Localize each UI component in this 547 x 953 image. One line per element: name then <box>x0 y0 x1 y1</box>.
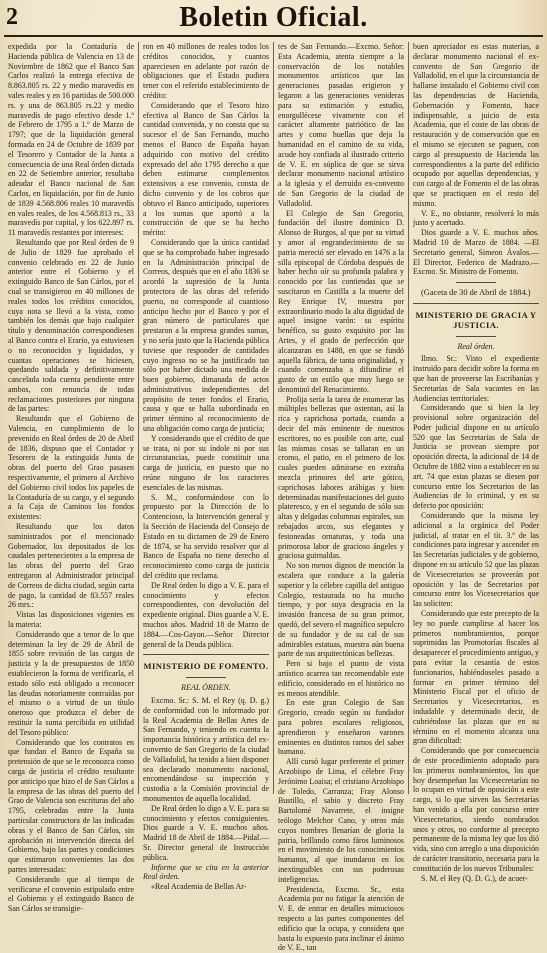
paragraph: De Real órden lo digo a V. E. para su conocimiento y efectos consiguientes. Dios guarde a V. E. muchos años. Madrid 18 de Abril de 1884.—Pidal.—Sr. Director general de Instrucción pública. <box>143 803 269 862</box>
paragraph: Considerando que el Tesoro hizo efectiva al Banco de San Cárlos la cantidad convenida, y no consta que su sucesor el de San Fernando, mucho menos el Banco de España hayan adquirido con motivo del crédito expresado del año 1795 derecho a que deben estimarse complementos extensivos a ese convenio, consta de dicho convenio y de los cobros que obtuvo el Banco anticipado, superiores a los sumas que aportó a la construcción de que se ha hecho mérito: <box>143 100 269 238</box>
paragraph: El Colegio de San Gregorio, fundación del ilustre dominico D. Alonso de Burgos, al que por su virtud y amor al engrandecimiento de su patria mereció ser elevado en 1476 a la silla episcopal de Córdoba después de haber hecho oír su profunda palabra y conocido por las contiendas que se suscitaron en Castilla a la muerte del Rey Enrique IV, muestra por extraordinario modo la alta dignidad de aquel insigne varón: su espíritu benéfico, su gusto exquisito por las Artes, y el grado de perfección que alcanzaran en 1488, en que se fundó aquella fábrica, de tanta originalidad, y cuando comenzaba a difundirse el gusto de un estilo que muy luego se denominó del Renacimiento. <box>278 208 404 394</box>
paragraph: Dios guarde a V. E. muchos años. Madrid 10 de Marzo de 1884. —El Secretario general, Simeon Ávalos.—El Director, Federico de Madrazo.—Excmo. Sr. Ministro de Fomento. <box>413 228 539 277</box>
section-divider <box>143 654 269 655</box>
paragraph: Considerando que por consecuencia de este procedimiento adoptado para los primeros nombramientos, los que hoy desempeñan las Vicesecretarías no lo ocupan en virtud de oposición a este cargo, si lo que sirven las Secretarías han venido a ella por concurso entre Vicesecretarios, siendo nombrados unos y otros, no conforme al precepto permanente de la misma ley que los dió vida, sino con arreglo a una disposición de carácter transitorio, necesaria para la constitución de los nuevos Tribunales: <box>413 746 539 873</box>
newspaper-title: Boletin Oficial. <box>179 2 368 33</box>
paragraph: buen apreciador en estas materias, a declarar monumento nacional el ex-convento de San Gregorio de Valladolid, en el que la circunstancia de hallarse instalado el Gobierno civil con las dependencias de Hacienda, Gobernación y Fomento, hace indispensable, a juicio de esta Academia, que el coste de las obras de restauración y de conservación que en el mismo se ejecuten se paguen, con cargo al presupuesto de Hacienda las correspondientes a la parte del edificio ocupado por aquellas dependencias, y con cargo al de Fomento el de las obras que se practiquen en el resto del mismo. <box>413 42 539 208</box>
page-header <box>0 0 547 40</box>
paragraph: No son menos dignos de mención la escalera que conduce a la galería superior y la célebre capilla del antiguo Colegio, restaurada no ha mucho tiempo, y por suya desgracia en la invasión francesa de su gran primor, quedó, del severo el magnífico sepulcro de su fundador y de su cal de sus admirables estatuas, muestra aún buena parte de sus arquitectónicas bellezas. <box>278 561 404 659</box>
paragraph: En este gran Colegio de San Gregorio, creado según su fundador para pobres escolares religiosos, aprendieron y enseñaron varones eminentes en distintos ramos del saber humano. <box>278 698 404 757</box>
section-heading-fomento: MINISTERIO DE FOMENTO. <box>143 661 269 672</box>
column-1 <box>8 42 134 914</box>
paragraph: De Real órden lo digo a V. E. para el conocimiento y efectos correspondientes, con devolución del expediente original. Dios guarde a V. E. muchos años. Madrid 18 de Marzo de 1884.—Cos-Gayon.—Señor Director general de la Deuda pública. <box>143 580 269 649</box>
section-heading-gracia-justicia: MINISTERIO DE GRACIA Y JUSTICIA. <box>415 309 537 330</box>
gaceta-reference: (Gaceta de 30 de Abril de 1884.) <box>421 288 531 298</box>
column-4 <box>413 42 539 883</box>
paragraph: Considerando que los contratos en que fundan el Banco de España su pretensión de que se le reconozca como carga de justicia el crédito resultante por anticipo que hizo el de San Cárlos a la empresa de las obras del puerto del Grao de Valencia son escrituras del año 1795, celebradas entre la Junta particular constructora de las indicadas obras y el Banco de San Cárlos, sin aprobación ni intervención directa del Gobierno, bajo las partes y condiciones que estimaron convenientes las dos partes interesadas: <box>8 737 134 874</box>
short-divider <box>186 677 226 678</box>
paragraph: Y considerando que el crédito de que se trata, ni por su índole ni por sus circunstancias, puede constituir una carga de justicia, en puesto que no reúne ninguno de los caracteres esenciales de las mismas. <box>143 433 269 492</box>
column-3 <box>278 42 404 953</box>
paragraph: expedida por la Contaduría de Hacienda pública de Valencia en 13 de Noviembre de 1862 que el Banco San Carlos realizó la entrega efectiva de 8.863.805 rs. 22 y medio maravedís en vales reales y en 16 partidas de 500.000 rs. y una de 863.805 rs.22 y medio maravedís de pago efectivo desde 1.º de Febrero de 1795 a 1.º de Marzo de 1797; que de la liquidación general formada en 24 de Octubre de 1839 por el Tesorero y Contador de la Junta a consecuencia de una Real órden dictada en 22 de Setiembre anterior, resultaba adeudar el Banco nacional de San Carlos, en liquidación, por fin de Junio de 1839 4.568.806 reales 10 maravedís en vales reales, de los 4.568.813 rs., 33 maravedís por capital, y los 622.897 rs. 11 maravedís restantes por intereses: <box>8 42 134 238</box>
paragraph: tes de San Fernando.—Excmo. Señor: Esta Academia, atenta siempre a la conservación de los notables monumentos artísticos que las generaciones pasadas erigieron y legaron a las generaciones venideras para su estimación y estudio, enorgullécese vivamente con el carácter altamente patriótico de las artes y como huellas que deja la humanidad en el camino de su vida, acude hoy confiada al ilustrado criterio de V. E. en súplica de que se sirva declarar monumento nacional artístico a la iglesia y el derruido ex-convento de San Gregorio de la ciudad de Valladolid. <box>278 42 404 208</box>
paragraph: S. M. el Rey (Q. D. G.), de acuer- <box>421 873 528 883</box>
paragraph: ron en 40 millones de reales todos los créditos conocidos, y cuantos apareciesen en adelante por razón de obligaciones que el Estado pudiera tener con el referido establecimiento de crédito: <box>143 42 269 100</box>
subsection-heading: Real órden. <box>457 341 495 351</box>
column-divider <box>138 42 139 794</box>
column-divider <box>408 42 409 794</box>
paragraph: Prolija sería la tarea de enumerar las múltiples bellezas que ostentan, así la rica y caprichosa portada, cuando a decir del más eminente de nuestros escritores, no es posible con arte, cual las mismas cosas se tallaran en un cromo, el patio, en el primero de los cuales pueden admirarse en extraña mezcla primores del arte gótico, caprichosas labores arábigas y bien determinadas manifestaciones del gusto plateresco, y en el segundo de sólo sus altas y delgadas columnas espirales, sus rebajados arcos, sus elegantes y festoneadas ornaturas, y toda una primorosa labor de gracioso ángeles y graciosa guirnaldas. <box>278 394 404 561</box>
paragraph: Ilmo. Sr.: Visto el expediente instruido para decidir sobre la forma en que han de proveerse las Escribanías y Secretarías de Sala vacantes en las Audiencias territoriales: <box>413 354 539 403</box>
paragraph: Pero si bajo el punto de vista artístico acarrea tan recomendable este edificio, considerado en el histórico no es menos atendible. <box>278 659 404 698</box>
header-divider <box>4 35 543 37</box>
paragraph: Considerando que a tenor de lo que determinan la ley de 29 de Abril de 1855 sobre revisión de las cargas de justicia y la de presupuestos de 1850 establecieron la forma de verificarla, el estado sólo está obligado a reconocer las deudas notoriamente contraídas por el mismo o a virtud de un título oneroso que produzca el deber de restituir la suma percibida en utilidad del Tesoro público: <box>8 629 134 737</box>
paragraph: Considerando que al tiempo de verificarse el convenio estipulado entre el Gobierno y el extinguido Banco de San Cárlos se transigie- <box>8 874 134 914</box>
paragraph-caption: Informe que se cita en la anterior Real órden. <box>143 862 269 882</box>
paragraph: S. M., conformándose con lo propuesto por la Dirección de lo Contencioso, la Intervención general y la Sección de Hacienda del Consejo de Estado en su dictamen de 29 de Enero de 1874, se ha servido resolver que al Banco de España no tiene derecho al reconocimiento como carga de justicia del crédito que reclama. <box>143 492 269 581</box>
column-divider <box>273 42 274 794</box>
section-divider <box>413 303 539 304</box>
paragraph: Vistas las disposiciones vigentes en la materia: <box>8 610 134 630</box>
paragraph: Excmo. Sr.: S. M. el Rey (q. D. g.) de conformidad con lo informado por la Real Academia de Bellas Artes de San Fernando, y teniendo en cuenta la importancia histórica y artística del ex-convento de San Gregorio de la ciudad de Valladolid, ha tenido a bien disponer sea declarado monumento nacional, encomendándose su inspección y custodia a la Comisión provincial de monumentos de aquella localidad. <box>143 696 269 803</box>
paragraph: Resultando que por Real órden de 9 de Julio de 1829 fue aprobado el convenio celebrado en 22 de Junio anterior entre el Gobierno y el extinguido Banco de San Cárlos, por el cual se transigieron en 40 millones de reales todos los créditos conocidos, cuya nota se llevó a la vista, como también los demás que bajo cualquier título y denominación correspondiesen al Banco contra el Erario, ya estuviesen o no reconocidos y liquidados, y cuantas operaciones se hiciesen, quedando saldada y definitivamente cancelada toda cuenta pendiente entre ambos, con renuncia de todas reclamaciones posteriores por ninguna de las partes: <box>8 237 134 414</box>
paragraph: Considerando que este precepto de la ley no puede cumplirse al hacer los primeros nombramientos, porque suprimidas las Promotorías fiscales al desaparecer el procedimiento antiguo, y para evitar la cesantía de estos funcionarios, habiéndoseles pasado a formar en primer término del Ministerio Fiscal por el oficio de Secretarios y Vicesecretarios, es indudable y determinado decir, de cubriéndose las plazas que en su término en el momento alcanza una gran dificultad: <box>413 609 539 746</box>
paragraph: «Real Academia de Bellas Ar- <box>151 882 247 892</box>
paragraph: Allí cursó lugar preferente el primer Arzobispo de Lima, el célebre Fray Jerónimo Loaisa; el cristiano Arzobispo de Toledo, Carranza; Fray Alonso Bustillo, el sabio y discreto Fray Bartolomé Navarrete, el insigne teólogo Melchor Cano, y otros más cuyos nombres llenarían de gloria la patria, brillando como fáros luminosos en el movimiento de los conocimientos humanos, al que inundaron en los inextinguibles con sus poderosas inteligencias. <box>278 757 404 884</box>
paragraph: Presidencia, Excmo. Sr., esta Academia por no fatigar la atención de V. E. de entrar en detalles minuciosos respecto a las partes componentes del edificio que la ocupa, y considera que basta lo expuesto para inclinar el ánimo de V. E., tan <box>278 884 404 953</box>
paragraph: Considerando que si bien la ley provisional sobre organización del Poder judicial dispone en su artículo 520 que las Secretarías de Sala de Justicia se provean siempre por oposición directa, la adicional de 14 de Octubre de 1882 vino a establecer en su art. 74 que estas plazas se diesen por concurso entre los Secretarios de las Audiencias de lo criminal, y en su defecto por oposición: <box>413 403 539 511</box>
paragraph: Considerando que la única cantidad que se ha comprobado haber ingresado en la Administración principal de Correos, después que en el año 1836 se acordó la supresión de la Junta protectora de las obras del referido puerto, no corresponde al cuantioso anticipo hecho por el Banco y por el gran número de particulares que prestaron a la empresa grandes sumas, y no sería justo que la Hacienda pública tuviese que responder de cantidades cuyo ingreso no se ha justificado tan sólo por haber dictado una medida de buen gobierno, dimanada de actos administrativos independientes del propósito de tener fondos el Erario, causa y que se halla subordinada en primer término al reconocimiento de una obligación como carga de justicia; <box>143 237 269 434</box>
page-number: 2 <box>6 4 18 30</box>
paragraph: Resultando que los datos suministrados por el mencionado Gobernador, los depositados de los caudales pertenecientes a la empresa de las obras del puerto del Grao entregaron al Administrador principal de Correos de dicha ciudad, según carta de pago, la cantidad de 83.557 reales 26 mrs.: <box>8 522 134 610</box>
column-2 <box>143 42 269 892</box>
subsection-heading: REAL ÓRDEN. <box>181 683 231 693</box>
paragraph: Resultando que el Gobierno de Valencia, en cumplimiento de lo prevenido en Real órden de 20 de Abril de 1836, dispuso que el Contador y Tesorero de la extinguida Junta de obras del puerto del Grao pasasen respectivamente, el primero al Archivo del Gobierno civil todos los papeles de la Contaduría de su cargo, y el segundo a la Caja de Caminos los fondos existentes: <box>8 414 134 522</box>
paragraph: Considerando que la misma ley adicional a la orgánica del Poder judicial, al tratar en el tít. 3.º de las condiciones para ingresar y ascender en las Secretarías judiciales y de gobierno, dispone en su artículo 52 que las plazas de Vicesecretarios se proveerán por oposición y las de Secretarios por concurso entre los Vicesecretarios que las soliciten: <box>413 511 539 609</box>
short-divider <box>456 282 496 283</box>
short-divider <box>456 336 496 337</box>
paragraph: V. E., no obstante, resolverá lo más justo y acertado. <box>413 208 539 228</box>
